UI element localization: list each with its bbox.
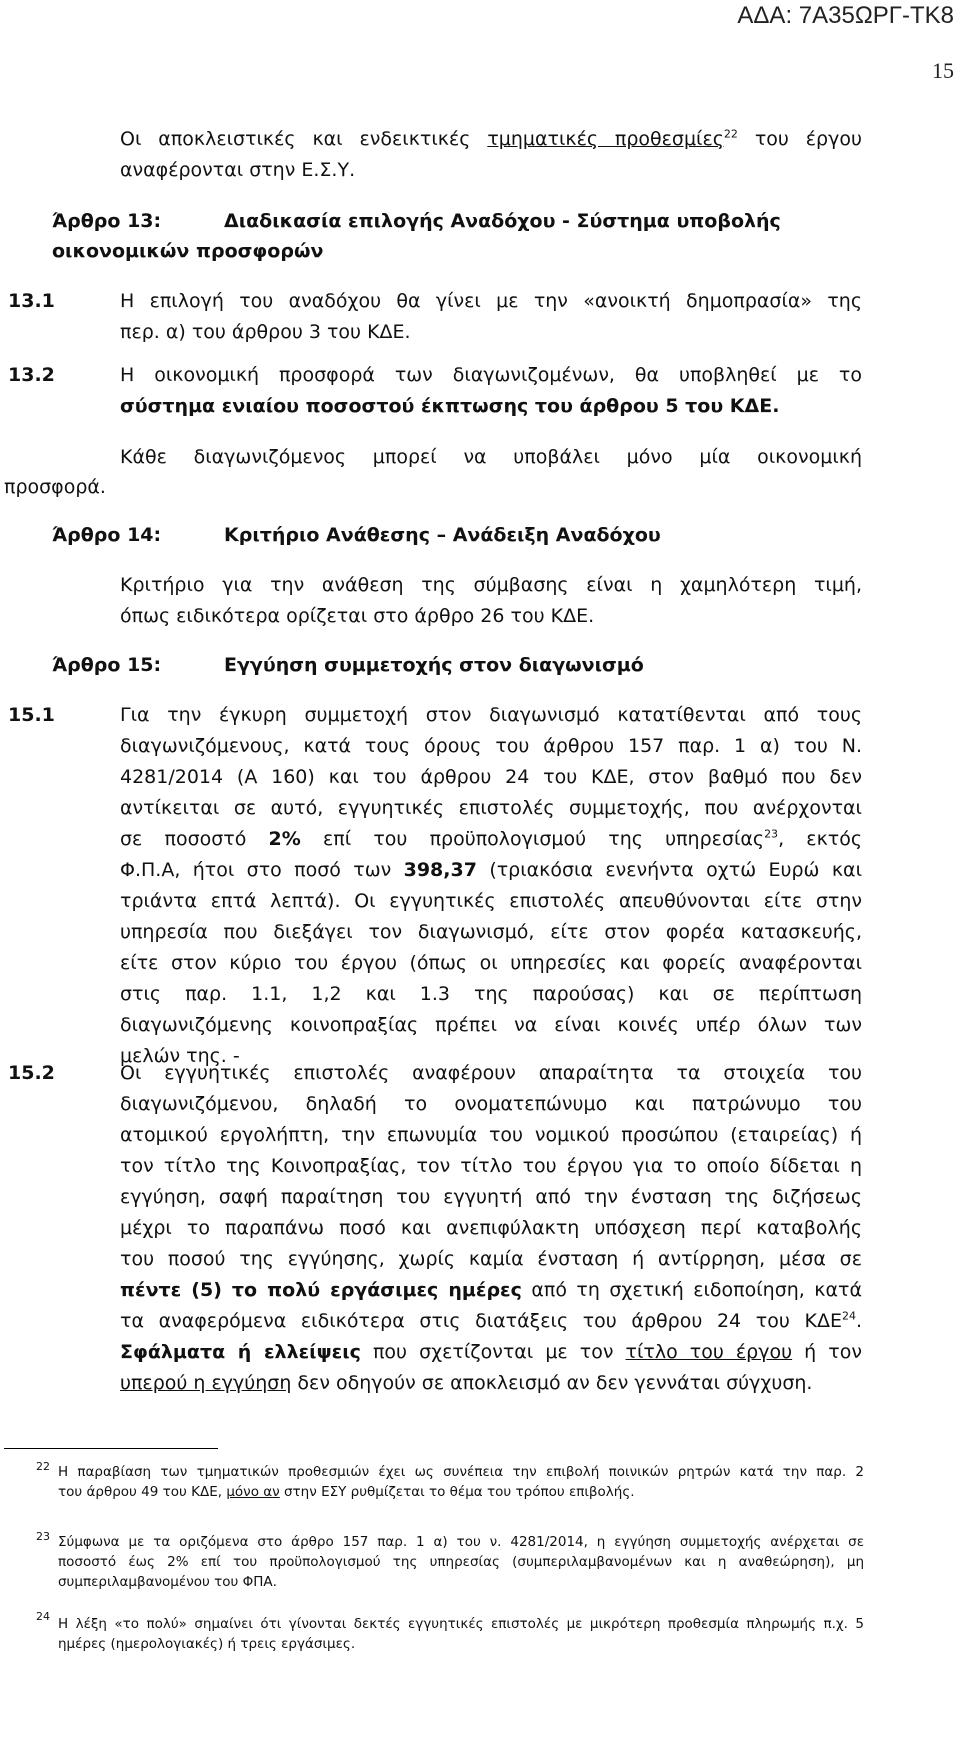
footnote-23: Σύμφωνα με τα οριζόμενα στο άρθρο 157 παρ. 1 α) του ν. 4281/2014, η εγγύηση συμμετοχής ανέρχεται σε ποσοστό έως 2% επί του προϋπολογισμού της υπηρεσίας (συμπεριλαμβανομένων και η αναθεώρηση), μη συμπεριλαμβανομένου του ΦΠΑ. bbox=[58, 1534, 864, 1590]
footnote-22-number: 22 bbox=[36, 1460, 50, 1473]
footnote-separator bbox=[4, 1448, 218, 1449]
article-13-title-2: οικονομικών προσφορών bbox=[52, 240, 324, 262]
intro-underlined: τμηματικές προθεσμίες bbox=[487, 128, 724, 150]
para-15-1-number: 15.1 bbox=[8, 704, 55, 726]
para-15-2: Οι εγγυητικές επιστολές αναφέρουν απαραίτητα τα στοιχεία του διαγωνιζόμενου, δηλαδή το ονοματεπώνυμο και πατρώνυμο του ατομικού εργολήπτη, την επωνυμία του νομικού προσώπου (εταιρείας) ή τον τίτλο της Κοινοπραξίας, τον τίτλο του έργου για το οποίο δίδεται η εγγύηση, σαφή παραίτηση του εγγυητή από την ένσταση της διζήσεως μέχρι το παραπάνω ποσό και ανεπιφύλακτη υπόσχεση περί καταβολής του ποσού της εγγύησης, χωρίς καμία ένσταση ή αντίρρηση, μέσα σε πέντε (5) το πολύ εργάσιμες ημέρες από τη σχετική ειδοποίηση, κατά τα αναφερόμενα ειδικότερα στις διατάξεις του άρθρου 24 του ΚΔΕ$^{24}$. Σφάλματα ή ελλείψεις που σχετίζονται με τον τίτλο του έργου ή τον υπερού η εγγύηση δεν οδηγούν σε αποκλεισμό αν δεν γεννάται σύγχυση. bbox=[120, 1062, 862, 1394]
article-14-label: Άρθρο 14: bbox=[52, 524, 162, 546]
para-13-2-number: 13.2 bbox=[8, 364, 55, 386]
para-15-2-number: 15.2 bbox=[8, 1062, 55, 1084]
article-14-title: Κριτήριο Ανάθεσης – Ανάδειξη Αναδόχου bbox=[224, 524, 661, 546]
para-13-3-end: προσφορά. bbox=[4, 476, 106, 498]
footnote-24: Η λέξη «το πολύ» σημαίνει ότι γίνονται δεκτές εγγυητικές επιστολές με μικρότερη προθεσμία πληρωμής π.χ. 5 ημέρες (ημερολογιακές) ή τρεις εργάσιμες. bbox=[58, 1616, 864, 1652]
article-15-title: Εγγύηση συμμετοχής στον διαγωνισμό bbox=[224, 654, 644, 676]
para-15-1: Για την έγκυρη συμμετοχή στον διαγωνισμό κατατίθενται από τους διαγωνιζόμενους, κατά τους όρους του άρθρου 157 παρ. 1 α) του Ν. 4281/2014 (Α 160) και του άρθρου 24 του ΚΔΕ, στον βαθμό που δεν αντίκειται σε αυτό, εγγυητικές επιστολές συμμετοχής, που ανέρχονται σε ποσοστό 2% επί του προϋπολογισμού της υπηρεσίας$^{23}$, εκτός Φ.Π.Α, ήτοι στο ποσό των 398,37 (τριακόσια ενενήντα οχτώ Ευρώ και τριάντα επτά λεπτά). Οι εγγυητικές επιστολές απευθύνονται είτε στην υπηρεσία που διεξάγει τον διαγωνισμό, είτε στον φορέα κατασκευής, είτε στον κύριο του έργου (όπως οι υπηρεσίες και φορείς αναφέρονται στις παρ. 1.1, 1,2 και 1.3 της παρούσας) και σε περίπτωση διαγωνιζόμενης κοινοπραξίας πρέπει να είναι κοινές υπέρ όλων των μελών της. - bbox=[120, 704, 862, 1067]
footnote-22: Η παραβίαση των τμηματικών προθεσμιών έχει ως συνέπεια την επιβολή ποινικών ρητρών κατά την παρ. 2 του άρθρου 49 του ΚΔΕ, μόνο αν στην ΕΣΥ ρυθμίζεται το θέμα του τρόπου επιβολής. bbox=[58, 1464, 864, 1500]
footnote-23-number: 23 bbox=[36, 1530, 50, 1543]
para-13-3: Κάθε διαγωνιζόμενος μπορεί να υποβάλει μόνο μία οικονομική bbox=[120, 446, 862, 468]
footnote-ref-22: 22 bbox=[723, 127, 738, 141]
article-15-label: Άρθρο 15: bbox=[52, 654, 162, 676]
para-13-1-number: 13.1 bbox=[8, 290, 55, 312]
ada-code: ΑΔΑ: 7Α35ΩΡΓ-ΤΚ8 bbox=[737, 2, 954, 29]
article-13-label: Άρθρο 13: bbox=[52, 210, 162, 232]
intro-paragraph: Οι αποκλειστικές και ενδεικτικές τμηματικές προθεσμίες$^{22}$ του έργου αναφέρονται στην Ε.Σ.Υ. bbox=[120, 127, 862, 181]
footnote-24-number: 24 bbox=[36, 1610, 50, 1623]
para-13-1: Η επιλογή του αναδόχου θα γίνει με την «ανοικτή δημοπρασία» της περ. α) του άρθρου 3 του ΚΔΕ. bbox=[120, 290, 862, 343]
page-number: 15 bbox=[932, 58, 954, 83]
para-13-2: Η οικονομική προσφορά των διαγωνιζομένων, θα υποβληθεί με το σύστημα ενιαίου ποσοστού έκπτωσης του άρθρου 5 του ΚΔΕ. bbox=[120, 364, 862, 417]
article-14-text: Κριτήριο για την ανάθεση της σύμβασης είναι η χαμηλότερη τιμή, όπως ειδικότερα ορίζεται στο άρθρο 26 του ΚΔΕ. bbox=[120, 574, 862, 627]
article-13-title-1: Διαδικασία επιλογής Αναδόχου - Σύστημα υποβολής bbox=[224, 210, 781, 232]
footnote-ref-24: 24 bbox=[841, 1309, 856, 1323]
footnote-ref-23: 23 bbox=[764, 827, 779, 841]
